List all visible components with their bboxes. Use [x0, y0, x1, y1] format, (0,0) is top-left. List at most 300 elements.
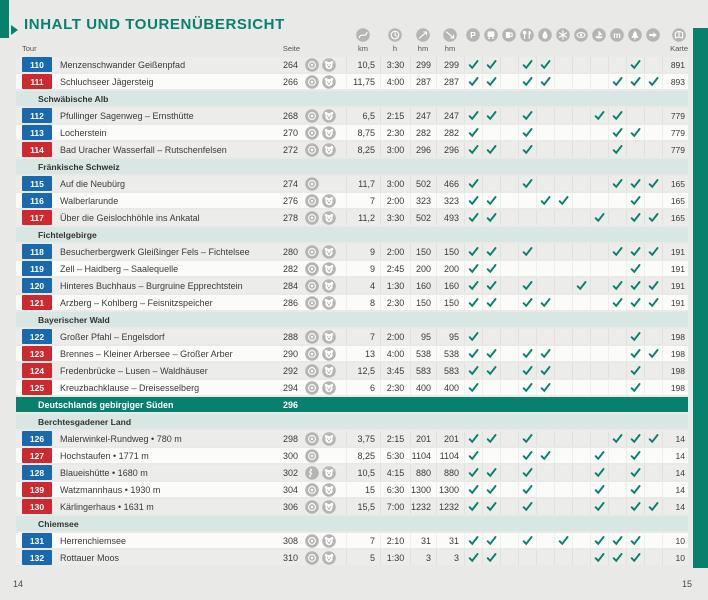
region-group-title: Fränkische Schweiz — [38, 161, 120, 172]
tour-row — [16, 193, 688, 208]
page-title: INHALT UND TOURENÜBERSICHT — [24, 16, 285, 33]
check-col-icon — [554, 28, 572, 43]
check-icon — [468, 263, 479, 274]
tour-number-badge: 112 — [16, 108, 52, 123]
check-cell — [500, 482, 518, 497]
check-icon — [648, 433, 659, 444]
duration-h: 4:00 — [380, 74, 410, 89]
tour-title: Schluchseer Jägersteig — [60, 76, 154, 87]
check-cell — [590, 448, 608, 463]
check-cell — [482, 380, 500, 395]
check-cell — [500, 261, 518, 276]
ascent-hm: 583 — [410, 363, 436, 378]
duration-h: 2:10 — [380, 533, 410, 548]
clock-icon — [388, 28, 402, 42]
distance-km: 11,7 — [346, 176, 380, 191]
tour-page-number: 288 — [282, 331, 298, 342]
check-cell — [608, 210, 626, 225]
distance-km: 5 — [346, 550, 380, 565]
tour-page-number: 300 — [282, 450, 298, 461]
descent-hm: 323 — [436, 193, 464, 208]
check-icon — [594, 535, 605, 546]
duration-h: 7:00 — [380, 499, 410, 514]
check-cell — [500, 380, 518, 395]
karte-number: 10 — [662, 550, 688, 565]
check-cell — [536, 125, 554, 140]
distance-km: 9 — [346, 261, 380, 276]
check-cell — [464, 482, 482, 497]
karte-number: 198 — [662, 363, 688, 378]
check-icon — [612, 297, 623, 308]
check-icon — [558, 195, 569, 206]
check-cell — [644, 108, 662, 123]
check-cell — [644, 465, 662, 480]
dog-icon — [322, 551, 336, 565]
descent-hm: 160 — [436, 278, 464, 293]
tour-row — [16, 448, 688, 463]
check-cell — [644, 244, 662, 259]
target-icon — [305, 262, 319, 276]
check-cell — [500, 465, 518, 480]
check-cell — [464, 380, 482, 395]
check-cell — [626, 278, 644, 293]
check-cell — [626, 380, 644, 395]
water-drop-icon — [538, 28, 552, 42]
tour-badges — [300, 364, 346, 378]
dog-icon — [322, 245, 336, 259]
check-cell — [464, 176, 482, 191]
tour-badges — [300, 194, 346, 208]
check-icon — [540, 59, 551, 70]
check-cell — [464, 499, 482, 514]
check-icon — [468, 178, 479, 189]
duration-h: 3:45 — [380, 363, 410, 378]
target-icon — [305, 364, 319, 378]
check-cell — [554, 533, 572, 548]
ascent-hm: 296 — [410, 142, 436, 157]
check-icon — [594, 484, 605, 495]
check-icon — [468, 501, 479, 512]
check-cell — [572, 108, 590, 123]
check-icon — [522, 76, 533, 87]
tour-row — [16, 482, 688, 497]
tour-number-badge: 110 — [16, 57, 52, 72]
check-icon — [486, 280, 497, 291]
check-col-icon — [536, 28, 554, 43]
check-cell — [608, 465, 626, 480]
descent-hm: 1232 — [436, 499, 464, 514]
cutlery-icon — [520, 28, 534, 42]
target-icon — [305, 245, 319, 259]
check-icon — [612, 552, 623, 563]
rope-icon — [305, 466, 319, 480]
descent-hm: 299 — [436, 57, 464, 72]
check-cell — [482, 482, 500, 497]
duration-h: 4:15 — [380, 465, 410, 480]
check-icon — [522, 348, 533, 359]
check-icon — [594, 501, 605, 512]
check-cell — [554, 550, 572, 565]
check-cell — [536, 278, 554, 293]
dog-icon — [322, 143, 336, 157]
check-icon — [612, 246, 623, 257]
ascent-hm: 3 — [410, 550, 436, 565]
check-cell — [626, 363, 644, 378]
check-cell — [554, 74, 572, 89]
region-group-title: Schwäbische Alb — [38, 93, 109, 104]
ascent-hm: 1104 — [410, 448, 436, 463]
check-icon — [648, 297, 659, 308]
tour-title: Kärlingerhaus • 1631 m — [60, 501, 154, 512]
duration-h: 2:45 — [380, 261, 410, 276]
check-cell — [608, 261, 626, 276]
tour-page-number: 284 — [282, 280, 298, 291]
check-cell — [554, 210, 572, 225]
karte-number: 191 — [662, 261, 688, 276]
tour-title: Kreuzbachklause – Dreisesselberg — [60, 382, 200, 393]
snowflake-icon — [556, 28, 570, 42]
distance-km: 8 — [346, 295, 380, 310]
region-group-title: Berchtesgadener Land — [38, 416, 132, 427]
check-cell — [464, 346, 482, 361]
ascent-hm: 200 — [410, 261, 436, 276]
check-cell — [608, 244, 626, 259]
duration-h: 2:30 — [380, 295, 410, 310]
check-cell — [464, 550, 482, 565]
duration-h: 2:00 — [380, 329, 410, 344]
check-cell — [590, 176, 608, 191]
check-cell — [500, 193, 518, 208]
tour-number-badge: 116 — [16, 193, 52, 208]
dog-icon — [322, 483, 336, 497]
check-icon — [576, 280, 587, 291]
check-col-icon — [644, 28, 662, 43]
bus-icon — [484, 28, 498, 42]
check-cell — [590, 380, 608, 395]
ascent-hm: 150 — [410, 244, 436, 259]
check-cell — [518, 482, 536, 497]
check-cell — [644, 57, 662, 72]
region-group-row — [16, 227, 688, 242]
check-cell — [626, 125, 644, 140]
check-cell — [644, 533, 662, 548]
check-icon — [522, 535, 533, 546]
check-cell — [572, 210, 590, 225]
tour-badges — [300, 381, 346, 395]
descent-hm: 150 — [436, 295, 464, 310]
check-cell — [554, 261, 572, 276]
check-cell — [464, 244, 482, 259]
check-cell — [536, 465, 554, 480]
distance-km: 8,25 — [346, 142, 380, 157]
check-icon — [648, 178, 659, 189]
check-cell — [626, 465, 644, 480]
tour-row — [16, 499, 688, 514]
check-cell — [554, 125, 572, 140]
check-cell — [644, 329, 662, 344]
check-icon — [486, 212, 497, 223]
check-icon — [540, 365, 551, 376]
distance-km: 15 — [346, 482, 380, 497]
check-cell — [518, 346, 536, 361]
distance-km: 9 — [346, 244, 380, 259]
tour-number-badge: 123 — [16, 346, 52, 361]
duration-h: 2:15 — [380, 108, 410, 123]
tour-row — [16, 176, 688, 191]
check-icon — [612, 110, 623, 121]
check-cell — [482, 499, 500, 514]
check-icon — [648, 212, 659, 223]
check-cell — [626, 533, 644, 548]
karte-number: 893 — [662, 74, 688, 89]
table-body — [16, 57, 688, 565]
check-icon — [468, 552, 479, 563]
check-icon — [522, 178, 533, 189]
dog-icon — [322, 432, 336, 446]
check-icon — [468, 212, 479, 223]
ascent-hm: 247 — [410, 108, 436, 123]
tour-badges — [300, 58, 346, 72]
ascent-hm: 323 — [410, 193, 436, 208]
target-icon — [305, 109, 319, 123]
check-cell — [536, 244, 554, 259]
check-cell — [626, 210, 644, 225]
region-group-row — [16, 312, 688, 327]
tour-title: Herrenchiemsee — [60, 535, 127, 546]
tour-badges — [300, 483, 346, 497]
tour-row — [16, 550, 688, 565]
check-icon — [468, 348, 479, 359]
distance-km: 6 — [346, 380, 380, 395]
duration-h: 3:00 — [380, 176, 410, 191]
check-cell — [554, 108, 572, 123]
tour-page-number: 298 — [282, 433, 298, 444]
check-cell — [482, 261, 500, 276]
check-icon — [612, 535, 623, 546]
parking-icon — [466, 28, 480, 42]
check-cell — [626, 499, 644, 514]
target-icon — [305, 75, 319, 89]
check-cell — [464, 465, 482, 480]
check-cell — [464, 363, 482, 378]
check-icon — [468, 331, 479, 342]
check-cell — [500, 499, 518, 514]
check-icon — [540, 76, 551, 87]
region-group-title: Chiemsee — [38, 518, 79, 529]
dog-icon — [322, 500, 336, 514]
check-col-icon — [572, 28, 590, 43]
tour-number-badge: 121 — [16, 295, 52, 310]
check-cell — [590, 261, 608, 276]
check-cell — [572, 244, 590, 259]
karte-number: 165 — [662, 176, 688, 191]
check-cell — [644, 261, 662, 276]
karte-number: 198 — [662, 380, 688, 395]
check-icon — [630, 280, 641, 291]
check-cell — [626, 108, 644, 123]
check-cell — [536, 193, 554, 208]
region-group-row — [16, 159, 688, 174]
check-cell — [464, 295, 482, 310]
tour-page-number: 302 — [282, 467, 298, 478]
check-cell — [518, 74, 536, 89]
check-cell — [554, 448, 572, 463]
check-cell — [644, 499, 662, 514]
check-col-icon — [482, 28, 500, 43]
check-cell — [536, 499, 554, 514]
tour-title: Auf die Neubürg — [60, 178, 126, 189]
distance-km: 15,5 — [346, 499, 380, 514]
region-group-row — [16, 91, 688, 106]
check-cell — [644, 380, 662, 395]
check-cell — [482, 431, 500, 446]
check-icon — [612, 178, 623, 189]
check-icon — [630, 59, 641, 70]
check-cell — [626, 346, 644, 361]
check-icon — [522, 365, 533, 376]
distance-km: 8,25 — [346, 448, 380, 463]
check-cell — [482, 108, 500, 123]
chapter-band-title: Deutschlands gebirgiger Süden — [38, 399, 174, 410]
check-cell — [464, 278, 482, 293]
target-icon — [305, 347, 319, 361]
check-cell — [500, 74, 518, 89]
descent-hm: 583 — [436, 363, 464, 378]
museum-icon — [610, 28, 624, 42]
tour-row — [16, 244, 688, 259]
ascent-hm: 1300 — [410, 482, 436, 497]
check-cell — [590, 244, 608, 259]
ascent-hm: 400 — [410, 380, 436, 395]
check-icon — [486, 297, 497, 308]
tour-page-number: 268 — [282, 110, 298, 121]
check-cell — [572, 193, 590, 208]
check-cell — [644, 278, 662, 293]
check-icon — [630, 127, 641, 138]
descent-hm: 3 — [436, 550, 464, 565]
tour-title: Blaueishütte • 1680 m — [60, 467, 148, 478]
check-icon — [486, 76, 497, 87]
descent-hm: 282 — [436, 125, 464, 140]
check-icon — [468, 76, 479, 87]
tour-page-number: 280 — [282, 246, 298, 257]
check-cell — [536, 346, 554, 361]
check-icon — [486, 348, 497, 359]
check-cell — [482, 74, 500, 89]
check-icon — [540, 348, 551, 359]
check-cell — [554, 278, 572, 293]
check-cell — [536, 142, 554, 157]
check-cell — [554, 57, 572, 72]
check-icon — [486, 552, 497, 563]
ascent-icon — [416, 28, 430, 42]
check-cell — [536, 533, 554, 548]
tour-page-number: 270 — [282, 127, 298, 138]
tour-page-number: 272 — [282, 144, 298, 155]
tour-row — [16, 74, 688, 89]
check-icon — [630, 348, 641, 359]
check-cell — [608, 125, 626, 140]
target-icon — [305, 483, 319, 497]
check-cell — [608, 74, 626, 89]
check-cell — [536, 448, 554, 463]
page-edge-bar — [693, 28, 708, 568]
check-cell — [518, 380, 536, 395]
check-icon — [630, 178, 641, 189]
tour-number-badge: 117 — [16, 210, 52, 225]
ascent-hm: 160 — [410, 278, 436, 293]
check-cell — [500, 550, 518, 565]
check-icon — [648, 501, 659, 512]
karte-number: 10 — [662, 533, 688, 548]
ascent-hm: 201 — [410, 431, 436, 446]
pointer-icon — [646, 28, 660, 42]
tour-badges — [300, 211, 346, 225]
check-col-icon — [500, 28, 518, 43]
descent-hm: 493 — [436, 210, 464, 225]
check-cell — [626, 431, 644, 446]
check-cell — [572, 176, 590, 191]
check-cell — [554, 363, 572, 378]
dog-icon — [322, 109, 336, 123]
check-cell — [464, 108, 482, 123]
check-cell — [464, 142, 482, 157]
check-cell — [590, 295, 608, 310]
tour-title: Hinteres Buchhaus – Burgruine Epprechtstein — [60, 280, 243, 291]
check-cell — [482, 448, 500, 463]
check-icon — [522, 127, 533, 138]
distance-km: 10,5 — [346, 57, 380, 72]
check-cell — [572, 278, 590, 293]
distance-km: 11,2 — [346, 210, 380, 225]
ascent-hm: 31 — [410, 533, 436, 548]
check-cell — [608, 448, 626, 463]
check-cell — [464, 431, 482, 446]
check-cell — [554, 380, 572, 395]
check-cell — [482, 57, 500, 72]
tour-overview-table — [16, 28, 688, 567]
tour-number-badge: 118 — [16, 244, 52, 259]
check-cell — [626, 193, 644, 208]
check-icon — [630, 297, 641, 308]
tour-title: Watzmannhaus • 1930 m — [60, 484, 161, 495]
check-cell — [590, 193, 608, 208]
tankard-icon — [502, 28, 516, 42]
check-icon — [630, 467, 641, 478]
check-cell — [536, 210, 554, 225]
tour-title: Bad Uracher Wasserfall – Rutschenfelsen — [60, 144, 227, 155]
check-icon — [468, 195, 479, 206]
distance-km: 11,75 — [346, 74, 380, 89]
karte-number: 779 — [662, 125, 688, 140]
check-cell — [482, 329, 500, 344]
tour-row — [16, 261, 688, 276]
check-cell — [590, 74, 608, 89]
check-cell — [644, 448, 662, 463]
check-cell — [554, 176, 572, 191]
check-icon — [486, 144, 497, 155]
ascent-hm: 538 — [410, 346, 436, 361]
page-number-left: 14 — [13, 579, 24, 589]
check-cell — [500, 431, 518, 446]
check-cell — [482, 278, 500, 293]
check-cell — [644, 210, 662, 225]
dog-icon — [322, 347, 336, 361]
check-icon — [486, 467, 497, 478]
check-cell — [554, 431, 572, 446]
target-icon — [305, 432, 319, 446]
distance-km: 4 — [346, 278, 380, 293]
